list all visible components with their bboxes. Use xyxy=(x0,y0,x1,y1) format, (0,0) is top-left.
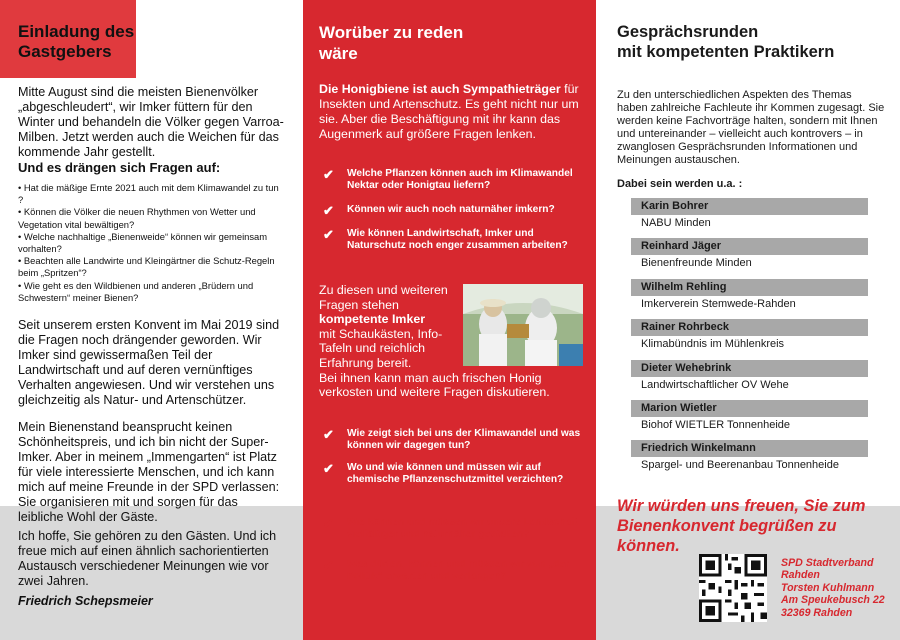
bullet-item: • Können die Völker die neuen Rhythmen von Wetter und Vegetation vital bewältigen? xyxy=(18,206,256,230)
beekeepers-illustration xyxy=(463,284,583,366)
left-body-4 xyxy=(18,529,286,589)
participant-name: Friedrich Winkelmann xyxy=(631,440,868,457)
question-item: ✔ Können wir auch noch naturnäher imkern? xyxy=(323,203,555,218)
participant xyxy=(631,238,868,278)
bullet-item: • Welche nachhaltige „Bienenweide“ können wir gemeinsam vorhalten? xyxy=(18,230,268,255)
qr-code-icon xyxy=(699,554,767,622)
middle-intro: Die Honigbiene ist auch Sympathieträger für Insekten und Artenschutz. Es geht nicht nur um sie. Aber die Beschäftigung mit ihr kann das Augenmerk auf größere Fragen lenken. xyxy=(319,82,579,141)
left-body xyxy=(18,85,286,304)
participant xyxy=(631,400,868,440)
left-paragraph-2: Seit unserem ersten Konvent im Mai 2019 sind die Fragen noch drängender geworden. Wir Imker sind gewissermaßen Teil der Landwirtschaft und auf deren vernünftiges Verhalten angewiesen. Und wir verstehen uns gleichzeitig als Natur- und Artenschützer. xyxy=(18,318,280,407)
check-icon: ✔ xyxy=(323,203,334,218)
questions-list-1 xyxy=(319,168,589,268)
participant-org: Imkerverein Stemwede-Rahden xyxy=(641,297,796,310)
participant-org: Landwirtschaftlicher OV Wehe xyxy=(641,378,789,391)
participant xyxy=(631,279,868,319)
participant-name: Karin Bohrer xyxy=(631,198,868,215)
participant-name: Wilhelm Rehling xyxy=(631,279,868,296)
middle-title: Worüber zu reden wäre xyxy=(319,23,464,63)
participant-org: NABU Minden xyxy=(641,217,711,229)
participant-name: Marion Wietler xyxy=(631,400,868,417)
left-column xyxy=(0,0,300,640)
check-icon: ✔ xyxy=(323,558,334,573)
bullet-item: • Wie geht es den Wildbienen und anderen „Brüdern und Schwestern“ meiner Bienen? xyxy=(18,279,254,303)
participant xyxy=(631,440,868,480)
participants-list xyxy=(631,198,868,481)
question-item: ✔ Wie können und müssen wir unsere Landschaft vielfältiger und naturnäher gestalten? xyxy=(323,516,578,540)
question-item: ✔ Wie können Landwirtschaft, Imker und Naturschutz noch enger zusammen arbeiten? xyxy=(323,227,568,251)
participant-name: Reinhard Jäger xyxy=(631,238,868,255)
bullet-item: • Hat die mäßige Ernte 2021 auch mit dem Klimawandel zu tun ? xyxy=(18,182,279,206)
right-intro: Zu den unterschiedlichen Aspekten des Themas haben zahlreiche Fachleute ihr Kommen zugesagt. Sie werden keine Fachvorträge halten, sondern mit Ihnen und untereinander – vielleicht auch kontrovers – in zwanglosen Gesprächsrunden Informationen und Meinungen austauschen. xyxy=(617,89,885,166)
questions-list-3 xyxy=(319,517,589,589)
left-paragraph-1: Mitte August sind die meisten Bienenvölker „abgeschleudert“, wir Imker füttern für den Winter und behandeln die Völker gegen Varroa-Milben. Jetzt werden auch die Weichen für das kommende Jahr gestellt. xyxy=(18,85,284,159)
participants-heading: Dabei sein werden u.a. : xyxy=(617,178,743,190)
question-bullets xyxy=(18,182,286,304)
left-paragraph-4: Ich hoffe, Sie gehören zu den Gästen. Und ich freue mich auf einen ähnlich sachorientierten Austausch verschiedener Meinungen wie vor zwei Jahren. xyxy=(18,529,277,588)
question-heading: Und es drängen sich Fragen auf: xyxy=(18,160,221,175)
participant-org: Spargel- und Beerenanbau Tonnenheide xyxy=(641,459,839,472)
participant xyxy=(631,319,868,359)
middle-text-2: Zu diesen und weiteren Fragen stehen kompetente Imker mit Schaukästen, Info-Tafeln und reichlich Erfahrung bereit. Bei ihnen kann man auch frischen Honig verkosten und weitere Fragen diskutieren. xyxy=(319,283,550,400)
check-icon: ✔ xyxy=(323,227,334,242)
check-icon: ✔ xyxy=(323,167,334,182)
left-body-3 xyxy=(18,420,286,525)
right-column xyxy=(599,0,900,640)
participant-name: Dieter Wehebrink xyxy=(631,360,868,377)
question-item: ✔ Wo und wie können und müssen wir auf chemische Pflanzenschutzmittel verzichten? xyxy=(323,461,564,485)
closing-invitation: Wir würden uns freuen, Sie zum Bienenkonvent begrüßen zu können. xyxy=(617,497,866,555)
participant-name: Rainer Rohrbeck xyxy=(631,319,868,336)
check-icon: ✔ xyxy=(323,427,334,442)
bullet-item: • Beachten alle Landwirte und Kleingärtner die Schutz-Regeln beim „Spritzen“? xyxy=(18,255,275,279)
middle-column xyxy=(303,0,596,640)
participant xyxy=(631,198,868,238)
beekeepers-photo xyxy=(463,284,583,366)
question-item: ✔ Was dürfen, können und müssen wir von „der Politik“ erwarten und verlangen? xyxy=(323,558,570,582)
participant xyxy=(631,360,868,400)
sender-address: SPD Stadtverband Rahden Torsten Kuhlmann Am Speukebusch 22 32369 Rahden xyxy=(781,557,885,619)
check-icon: ✔ xyxy=(323,516,334,531)
question-item: ✔ Welche Pflanzen können auch im Klimawandel Nektar oder Honigtau liefern? xyxy=(323,167,573,191)
right-title: Gesprächsrunden mit kompetenten Praktikern xyxy=(617,23,835,61)
participant-org: Bienenfreunde Minden xyxy=(641,257,752,270)
question-item: ✔ Wie zeigt sich bei uns der Klimawandel und was können wir dagegen tun? xyxy=(323,427,581,451)
check-icon: ✔ xyxy=(323,461,334,476)
left-body-2 xyxy=(18,318,286,408)
participant-org: Biohof WIETLER Tonnenheide xyxy=(641,418,790,431)
participant-org: Klimabündnis im Mühlenkreis xyxy=(641,338,785,351)
left-title: Einladung des Gastgebers xyxy=(18,22,135,61)
questions-list-2 xyxy=(319,428,589,502)
qr-code xyxy=(699,554,767,622)
left-paragraph-3: Mein Bienenstand beansprucht keinen Schönheitspreis, und ich bin nicht der Super-Imker. Aber in meinem „Immengarten“ ist Platz für viele interessierte Menschen, und ich kann mich auf meine Freunde in der SPD verlassen: Sie organisieren mit und sorgen für das leibliche Wohl der Gäste. xyxy=(18,420,280,524)
signature: Friedrich Schepsmeier xyxy=(18,594,153,608)
